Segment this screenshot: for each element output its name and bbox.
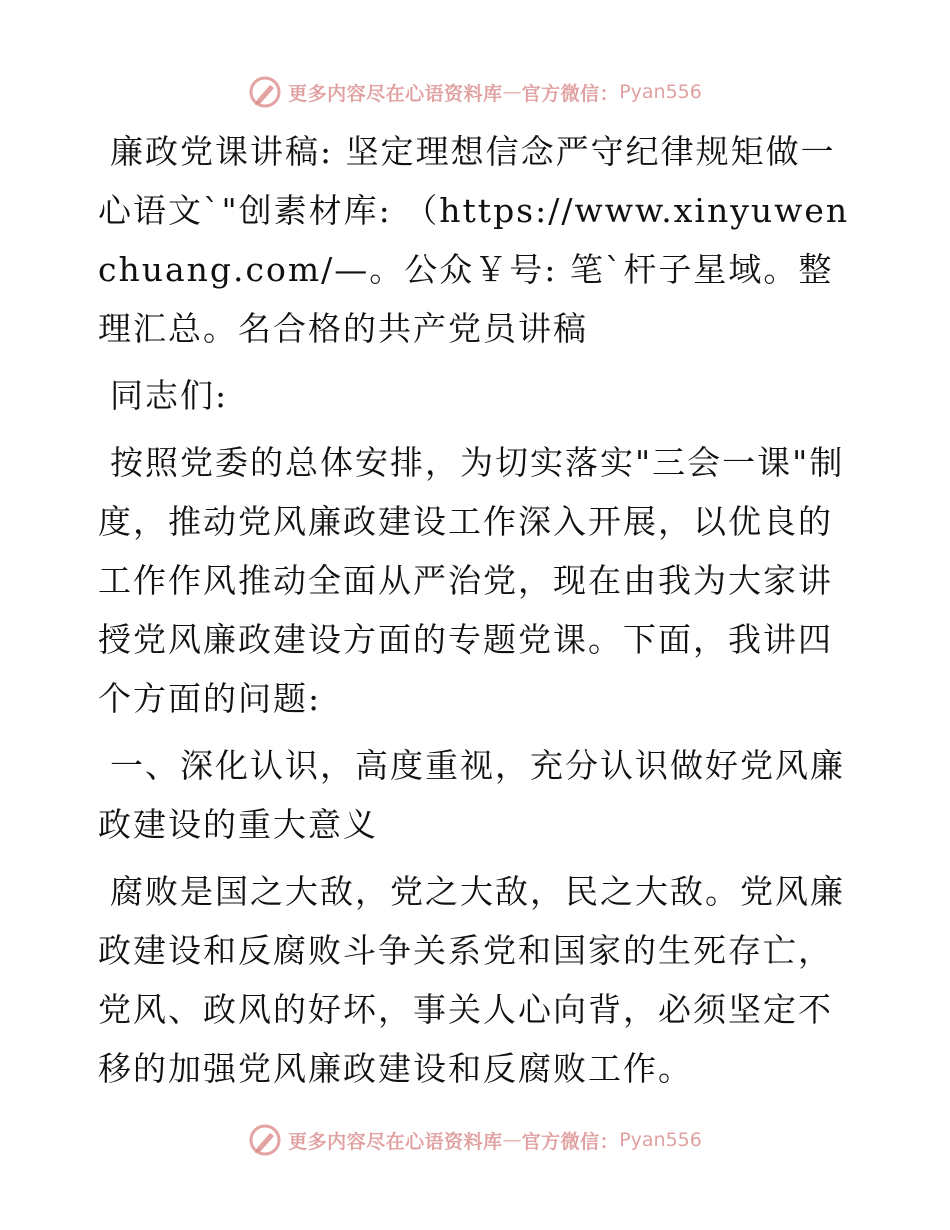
- pen-logo-icon: [248, 1123, 282, 1157]
- title-paragraph: 廉政党课讲稿: 坚定理想信念严守纪律规矩做一心语文`"创素材库: （https://www.xinyuwenchuang.com/—。公众￥号: 笔`杆子星域。整理汇总。名合格的共产党员讲稿: [98, 132, 850, 348]
- watermark-official-label: 官方微信：: [521, 1130, 620, 1153]
- salutation-paragraph: 同志们:: [110, 376, 229, 415]
- pen-logo-icon: [248, 75, 282, 109]
- watermark-handle: Pyan556: [619, 1129, 702, 1151]
- body-paragraph: 腐败是国之大敌，党之大敌，民之大敌。党风廉政建设和反腐败斗争关系党和国家的生死存亡，党风、政风的好坏，事关人心向背，必须坚定不移的加强党风廉政建设和反腐败工作。: [98, 872, 845, 1088]
- watermark-official-label: 官方微信：: [521, 82, 620, 105]
- footer-watermark: [0, 1120, 950, 1160]
- header-watermark: [0, 72, 950, 112]
- section-heading-1: 一、深化认识，高度重视，充分认识做好党风廉政建设的重大意义: [98, 746, 845, 844]
- watermark-handle: Pyan556: [619, 81, 702, 103]
- watermark-separator: —: [502, 1129, 522, 1151]
- watermark-text: 更多内容尽在心语资料库: [288, 82, 503, 105]
- watermark-separator: —: [502, 81, 522, 103]
- watermark-text: 更多内容尽在心语资料库: [288, 1130, 503, 1153]
- intro-paragraph: 按照党委的总体安排，为切实落实"三会一课"制度，推动党风廉政建设工作深入开展，以优良的工作作风推动全面从严治党，现在由我为大家讲授党风廉政建设方面的专题党课。下面，我讲四个方面的问题:: [98, 443, 845, 718]
- document-body: [98, 122, 854, 1106]
